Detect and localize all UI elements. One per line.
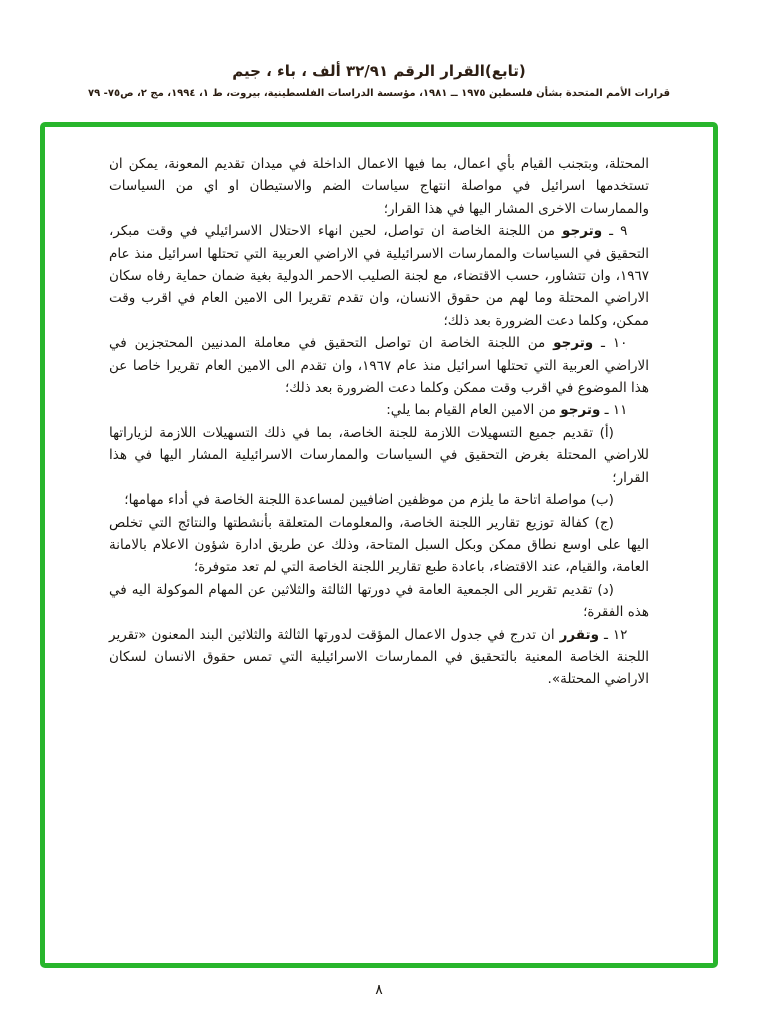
page-number: ٨: [375, 982, 383, 998]
paragraph-text: ان تدرج في جدول الاعمال المؤقت لدورتها الثالثة والثلاثين البند المعنون «تقرير اللجنة الخاصة المعنية بالتحقيق في الممارسات الاسرائيلية التي تمس حقوق الانسان لسكان الاراضي المحتلة».: [109, 626, 649, 688]
paragraph-text: (د) تقديم تقرير الى الجمعية العامة في دورتها الثالثة والثلاثين عن المهام الموكولة اليه في هذه الفقرة؛: [109, 581, 649, 621]
paragraph: [109, 153, 649, 220]
paragraph-text: من اللجنة الخاصة ان تواصل التحقيق في معاملة المدنيين المحتجزين في الاراضي العربية التي تحتلها اسرائيل منذ عام ١٩٦٧، وان تقدم الى الامين العام تقريرا خاصا عن هذا الموضوع في اقرب وقت ممكن وكلما دعت الضرورة بعد ذلك؛: [109, 335, 649, 397]
paragraph-keyword-bold: وترجو: [553, 335, 594, 352]
paragraph-text: من اللجنة الخاصة ان تواصل، لحين انهاء الاحتلال الاسرائيلي في وقت مبكر، التحقيق في السياسات والممارسات الاسرائيلية في الاراضي العربية التي تحتلها اسرائيل منذ عام ١٩٦٧، وان تتشاور، حسب الاقتضاء، مع لجنة الصليب الاحمر الدولية بغية ضمان حماية رفاه سكان الاراضي المحتلة وما لهم من حقوق الانسان، وان تقدم تقريرا الى الامين العام في اقرب وقت ممكن، وكلما دعت الضرورة بعد ذلك؛: [109, 223, 649, 329]
paragraph-text: (أ) تقديم جميع التسهيلات اللازمة للجنة الخاصة، بما في ذلك التسهيلات اللازمة لزياراتها للاراضي المحتلة بغرض التحقيق في السياسات والممارسات الاسرائيلية المشار اليها في هذا القرار؛: [109, 424, 649, 486]
paragraph: [109, 399, 649, 421]
paragraph-keyword-bold: وترجو: [562, 223, 603, 240]
content-border-frame: [40, 122, 718, 968]
paragraph-text: ١٢ ـ: [598, 626, 628, 643]
paragraph-text: (ج) كفالة توزيع تقارير اللجنة الخاصة، والمعلومات المتعلقة بأنشطتها والنتائج التي تخلص اليها على اوسع نطاق ممكن وبكل السبل المتاحة، وذلك عن طريق ادارة شؤون الاعلام بالامانة العامة، والقيام، عند الاقتضاء، باعادة طبع تقارير اللجنة الخاصة التي لم تعد متوفرة؛: [109, 514, 649, 576]
paragraph: [109, 220, 649, 332]
paragraph: [109, 332, 649, 399]
paragraph: [109, 624, 649, 691]
paragraph-text: ٩ ـ: [602, 223, 628, 240]
paragraph-text: المحتلة، وبتجنب القيام بأي اعمال، بما فيها الاعمال الداخلة في ميدان تقديم المعونة، يمكن ان تستخدمها اسرائيل في مواصلة انتهاج سياسات الضم والاستيطان او اي من السياسات والممارسات الاخرى المشار اليها في هذا القرار؛: [109, 156, 649, 217]
paragraph: [109, 422, 649, 489]
paragraph: [109, 489, 649, 511]
paragraph: [109, 512, 649, 579]
resolution-text-block: [109, 153, 649, 691]
paragraph-text: (ب) مواصلة اتاحة ما يلزم من موظفين اضافيين لمساعدة اللجنة الخاصة في أداء مهامها؛: [124, 492, 614, 509]
paragraph-text: ١٠ ـ: [593, 335, 628, 352]
document-source-citation: قرارات الأمم المتحدة بشأن فلسطين ١٩٧٥ ــ ١٩٨١، مؤسسة الدراسات الفلسطينية، بيروت، ط ١، ١٩٩٤، مج ٢، ص٧٥- ٧٩: [87, 88, 670, 99]
paragraph: [109, 579, 649, 624]
paragraph-text: من الامين العام القيام بما يلي:: [386, 402, 561, 419]
paragraph-keyword-bold: وتقرر: [559, 626, 599, 643]
document-title: (تابع)القرار الرقم ٣٢/٩١ ألف ، باء ، جيم: [232, 62, 526, 80]
document-header: [0, 62, 758, 99]
paragraph-text: ١١ ـ: [600, 402, 628, 419]
paragraph-keyword-bold: وترجو: [560, 402, 601, 419]
